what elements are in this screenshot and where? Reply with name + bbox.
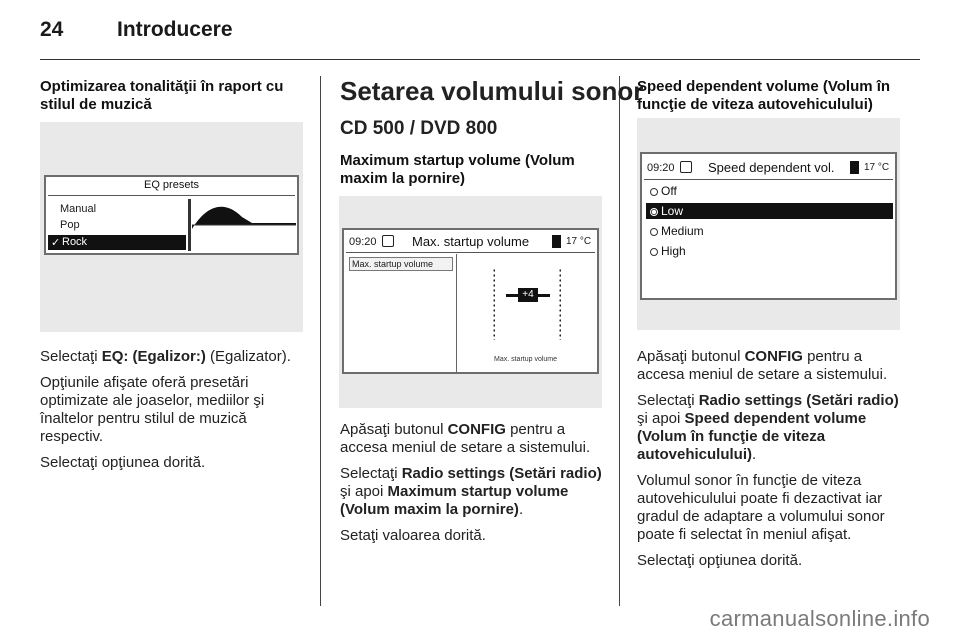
screen-title-rule: [346, 252, 595, 253]
col2-p2-pre: Selectaţi: [340, 465, 402, 482]
thermometer-icon: [850, 161, 859, 174]
col3-p2-mid: şi apoi: [637, 410, 685, 427]
volume-value[interactable]: +4: [518, 288, 538, 302]
radio-settings-ref: Radio settings (Setări radio): [401, 465, 602, 482]
volume-caption: Max. startup volume: [494, 356, 558, 363]
eq-menu-item: EQ: (Egalizor:): [101, 348, 206, 365]
col3-p1: [637, 348, 907, 384]
option-medium[interactable]: [650, 224, 704, 238]
option-low[interactable]: [646, 203, 893, 219]
col3-p3: Volumul sonor în funcţie de viteza autovehiculului poate fi dezactivat iar gradul de adaptare a volumului sonor poate fi selectat în meniul afişat.: [637, 472, 885, 543]
section-title: Setarea volumului sonor: [340, 76, 644, 106]
eq-presets-title: EQ presets: [143, 179, 200, 191]
col3-p1-pre: Apăsaţi butonul: [637, 348, 745, 365]
max-volume-heading: Maximum startup volume (Volum maxim la pornire): [340, 152, 575, 187]
config-button-ref: CONFIG: [447, 421, 506, 438]
eq-option-rock[interactable]: [48, 235, 186, 250]
radio-selected-icon: [650, 208, 658, 216]
speed-volume-ref: Speed dependent volume (Volum în funcţie de viteza autovehiculului): [637, 410, 867, 463]
max-volume-tab[interactable]: Max. startup volume: [349, 257, 453, 271]
speed-volume-title: Speed dependent vol.: [708, 160, 835, 175]
column-divider-1: [320, 76, 321, 606]
clock-sync-icon: [382, 235, 394, 247]
col2-body: [340, 421, 610, 553]
col3-p2: [637, 392, 907, 464]
eq-option-pop[interactable]: Pop: [60, 219, 80, 231]
page-number: 24: [40, 18, 64, 41]
volume-scale-left: [493, 268, 495, 340]
max-volume-panel: [339, 196, 602, 408]
screen-title-rule: [644, 179, 893, 180]
section-subtitle: CD 500 / DVD 800: [340, 118, 498, 139]
col3-p4: Selectaţi opţiunea dorită.: [637, 552, 803, 569]
max-volume-title: Max. startup volume: [412, 234, 530, 249]
col1-p2: Opţiunile afişate oferă presetări optimizate ale joaselor, mediilor şi înaltelor pentru stilul de muzică respectiv.: [40, 374, 265, 445]
option-high-label: High: [661, 244, 686, 258]
radio-icon: [650, 248, 658, 256]
volume-scale-right: [559, 268, 561, 340]
col1-body: [40, 348, 310, 480]
eq-title-rule: [48, 195, 295, 196]
temperature: 17 °C: [864, 162, 890, 173]
clock-time: 09:20: [349, 236, 377, 248]
eq-presets-screen: [44, 175, 299, 255]
watermark: carmanualsonline.info: [709, 606, 930, 631]
col2-p2-mid: şi apoi: [340, 483, 388, 500]
radio-icon: [650, 188, 658, 196]
col1-p3: Selectaţi opţiunea dorită.: [40, 454, 206, 471]
col2-p1-pre: Apăsaţi butonul: [340, 421, 448, 438]
max-startup-volume-ref: Maximum startup volume (Volum maxim la pornire): [340, 483, 569, 518]
temperature: 17 °C: [566, 236, 592, 247]
col3-p1-post: pentru a accesa meniul de setare a sistemului.: [637, 348, 888, 383]
option-off[interactable]: [650, 184, 677, 198]
check-icon: ✓: [51, 237, 61, 249]
speed-volume-screen: [640, 152, 897, 300]
col2-p2: [340, 465, 610, 519]
speed-volume-panel: [637, 118, 900, 330]
thermometer-icon: [552, 235, 561, 248]
col3-p2-pre: Selectaţi: [637, 392, 699, 409]
config-button-ref: CONFIG: [744, 348, 803, 365]
col2-p1-post: pentru a accesa meniul de setare a sistemului.: [340, 421, 591, 456]
option-high[interactable]: [650, 244, 686, 258]
col2-p1: [340, 421, 610, 457]
col3-body: [637, 348, 907, 578]
max-volume-screen: [342, 228, 599, 374]
radio-icon: [650, 228, 658, 236]
col1-p1: [40, 348, 310, 366]
clock-sync-icon: [680, 161, 692, 173]
col2-p3: Setaţi valoarea dorită.: [340, 527, 486, 544]
col1-p1-pre: Selectaţi: [40, 348, 102, 365]
speed-volume-heading: Speed dependent volume (Volum în funcţie de viteza autovehiculului): [637, 78, 891, 113]
col1-p1-post: (Egalizator).: [205, 348, 291, 365]
eq-screen-panel: [40, 122, 303, 332]
chapter-title: Introducere: [117, 18, 233, 41]
option-low-label: Low: [661, 204, 684, 218]
screen-divider: [456, 254, 457, 372]
col2-p2-post: .: [518, 501, 524, 518]
eq-option-rock-label: Rock: [62, 236, 88, 248]
eq-heading: Optimizarea tonalităţii în raport cu stilul de muzică: [40, 78, 284, 113]
col3-p2-post: .: [752, 446, 757, 463]
eq-curve-icon: [192, 199, 296, 251]
column-divider-2: [619, 76, 620, 606]
eq-option-manual[interactable]: Manual: [60, 203, 97, 215]
option-medium-label: Medium: [661, 224, 704, 238]
eq-divider: [188, 199, 191, 251]
clock-time: 09:20: [647, 162, 675, 174]
header-rule: [40, 59, 920, 60]
radio-settings-ref: Radio settings (Setări radio): [698, 392, 899, 409]
option-off-label: Off: [661, 184, 677, 198]
